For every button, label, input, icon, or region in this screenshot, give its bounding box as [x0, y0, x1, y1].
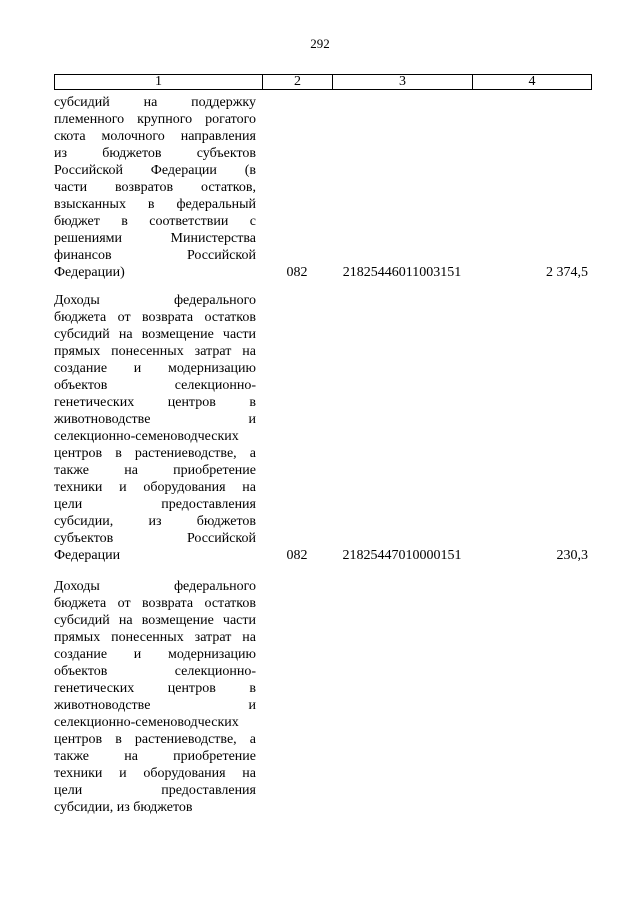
description-line: субъектов Российской: [54, 531, 256, 546]
row-amount: 2 374,5: [546, 265, 588, 280]
description-line: взысканных в федеральный: [54, 197, 256, 212]
description-line: создание и модернизацию: [54, 647, 256, 662]
description-line: финансов Российской: [54, 248, 256, 263]
row-description: [54, 578, 256, 816]
description-line: также на приобретение: [54, 463, 256, 478]
description-line: объектов селекционно-: [54, 378, 256, 393]
description-line: центров в растениеводстве, а: [54, 446, 256, 461]
description-line: генетических центров в: [54, 395, 256, 410]
description-line: субсидий на возмещение части: [54, 613, 256, 628]
description-line: селекционно-семеноводческих: [54, 429, 239, 444]
description-line: цели предоставления: [54, 497, 256, 512]
description-line: селекционно-семеноводческих: [54, 715, 239, 730]
row-code: 082: [286, 548, 308, 563]
description-line: прямых понесенных затрат на: [54, 344, 256, 359]
description-line: Федерации: [54, 548, 121, 563]
description-line: техники и оборудования на: [54, 480, 256, 495]
row-description: [54, 94, 256, 281]
description-line: бюджет в соответствии с: [54, 214, 256, 229]
description-line: части возвратов остатков,: [54, 180, 256, 195]
description-line: животноводстве и: [54, 698, 256, 713]
description-line: из бюджетов субъектов: [54, 146, 256, 161]
row-kbk: 21825446011003151: [342, 265, 462, 280]
page-number: 292: [310, 36, 330, 51]
description-line: Доходы федерального: [54, 579, 256, 594]
description-line: бюджета от возврата остатков: [54, 310, 256, 325]
description-line: Федерации): [54, 265, 125, 280]
description-line: Доходы федерального: [54, 293, 256, 308]
table-header-row: [54, 74, 592, 90]
description-line: животноводстве и: [54, 412, 256, 427]
header-cell-2: 2: [263, 75, 333, 89]
description-line: субсидии, из бюджетов: [54, 514, 256, 529]
description-line: субсидий на возмещение части: [54, 327, 256, 342]
description-line: создание и модернизацию: [54, 361, 256, 376]
description-line: прямых понесенных затрат на: [54, 630, 256, 645]
description-line: племенного крупного рогатого: [54, 112, 256, 127]
row-kbk: 21825447010000151: [342, 548, 462, 563]
description-line: техники и оборудования на: [54, 766, 256, 781]
description-line: скота молочного направления: [54, 129, 256, 144]
description-line: цели предоставления: [54, 783, 256, 798]
header-cell-4: 4: [528, 74, 536, 89]
header-cell-1: 1: [55, 75, 263, 89]
description-line: Российской Федерации (в: [54, 163, 256, 178]
row-description: [54, 292, 256, 564]
description-line: объектов селекционно-: [54, 664, 256, 679]
description-line: субсидий на поддержку: [54, 95, 256, 110]
description-line: также на приобретение: [54, 749, 256, 764]
description-line: центров в растениеводстве, а: [54, 732, 256, 747]
description-line: генетических центров в: [54, 681, 256, 696]
description-line: бюджета от возврата остатков: [54, 596, 256, 611]
description-line: решениями Министерства: [54, 231, 256, 246]
row-amount: 230,3: [556, 548, 588, 563]
row-code: 082: [286, 265, 308, 280]
description-line: субсидии, из бюджетов: [54, 800, 193, 815]
header-cell-3: 3: [333, 75, 473, 89]
